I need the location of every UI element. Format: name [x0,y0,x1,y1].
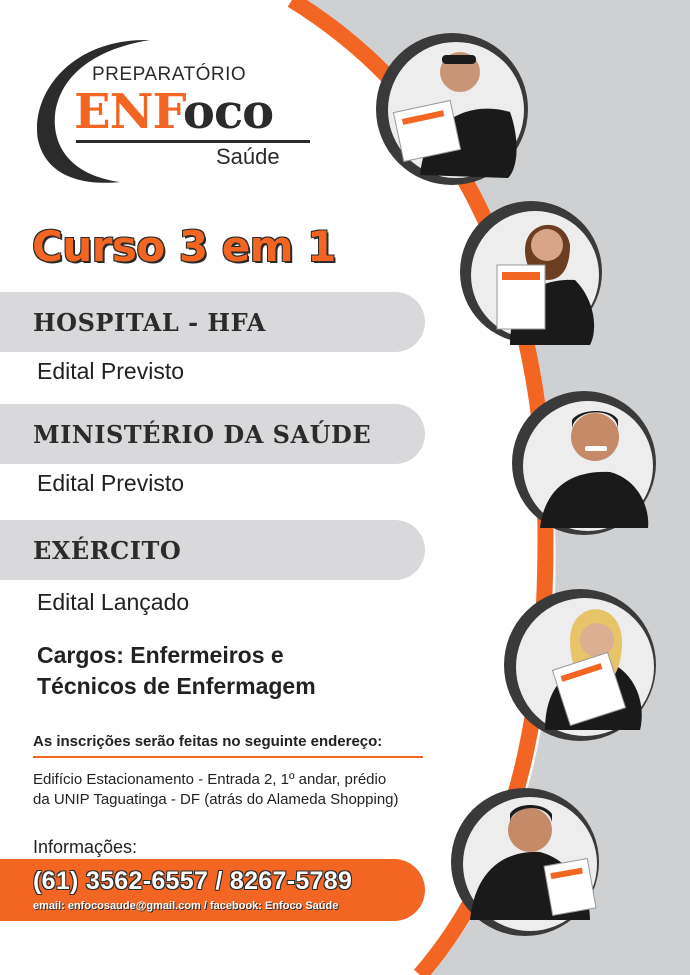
inscricoes-underline [33,756,423,758]
cargos-line-2: Técnicos de Enfermagem [37,673,316,699]
address-line-2: da UNIP Taguatinga - DF (atrás do Alameda Shopping) [33,791,399,808]
phone-numbers[interactable]: (61) 3562-6557 / 8267-5789 [33,867,353,895]
section-status-hospital: Edital Previsto [37,358,185,384]
address-line-1: Edifício Estacionamento - Entrada 2, 1º andar, prédio [33,771,387,788]
cargos-line-1: Cargos: Enfermeiros e [37,642,284,668]
info-label: Informações: [33,837,138,857]
section-title-ministerio: MINISTÉRIO DA SAÚDE [33,420,372,449]
inscricoes-heading: As inscrições serão feitas no seguinte endereço: [33,733,383,750]
logo-name-part1: ENF [74,84,183,140]
logo-wordmark [74,84,273,140]
section-title-hospital: HOSPITAL - HFA [33,308,266,337]
email-facebook-line[interactable]: email: enfocosaude@gmail.com / facebook: Enfoco Saúde [33,900,339,912]
address-block [33,770,399,810]
logo-name-part2: oco [182,84,274,140]
cargos-block [37,640,316,702]
logo-underline [76,140,310,143]
enfoco-logo [30,32,320,182]
section-title-exercito: EXÉRCITO [33,536,182,565]
logo-prefix: PREPARATÓRIO [92,64,247,85]
logo-subtitle: Saúde [216,144,280,169]
section-status-ministerio: Edital Previsto [37,470,185,496]
section-status-exercito: Edital Lançado [37,589,190,615]
course-headline: Curso 3 em 1 [32,222,336,271]
